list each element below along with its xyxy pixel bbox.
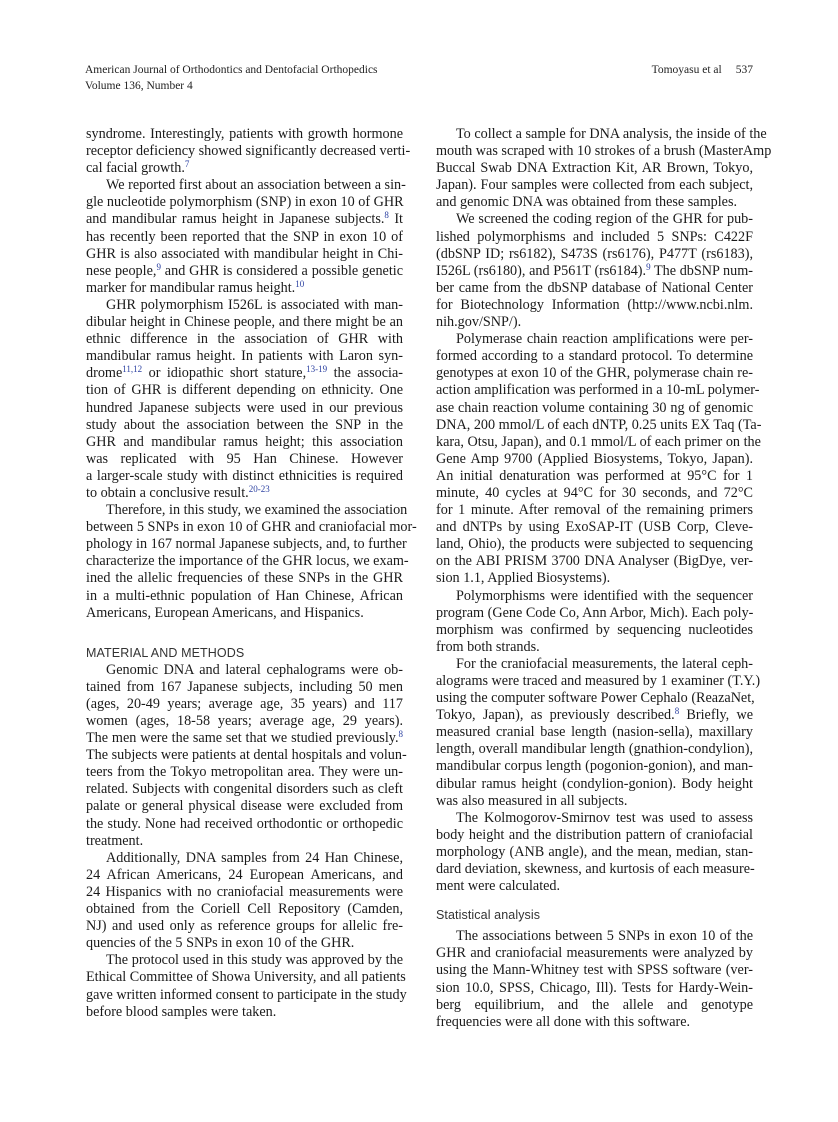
paragraph <box>436 126 772 211</box>
paragraph <box>436 331 762 587</box>
text-segment: The dbSNP num- <box>653 262 753 279</box>
text-line: and dNTPs by using ExoSAP-IT (USB Corp, Cleve- <box>436 519 753 536</box>
text-segment: It <box>394 211 403 228</box>
subsection-heading: Statistical analysis <box>436 908 541 923</box>
text-line: sion 1.1, Applied Biosystems). <box>436 570 611 587</box>
text-line: measured cranial base length (nasion-sella), maxillary <box>436 724 753 741</box>
text-line: related. Subjects with congenital disorders such as cleft <box>86 781 403 798</box>
text-line: GHR is also associated with mandibular height in Chi- <box>86 245 403 262</box>
text-line: For the craniofacial measurements, the lateral ceph- <box>456 655 753 672</box>
left-column <box>86 126 417 1021</box>
text-line: ase chain reaction volume containing 30 ng of genomic <box>436 399 753 416</box>
section-heading: MATERIAL AND METHODS <box>86 645 245 660</box>
text-line: Buccal Swab DNA Extraction Kit, AR Brown, Tokyo, <box>436 160 753 177</box>
text-line: hundred Japanese subjects were used in our previous <box>86 399 403 416</box>
text-line: mandibular ramus height. In patients with Laron syn- <box>86 348 403 365</box>
text-line: DNA, 200 mmol/L of each dNTP, 0.25 units EX Taq (Ta- <box>436 416 762 433</box>
citation-link[interactable]: 8 <box>384 210 389 221</box>
paragraph <box>86 661 407 850</box>
text-line: We screened the coding region of the GHR for pub- <box>456 211 753 228</box>
text-line: between 5 SNPs in exon 10 of GHR and craniofacial mor- <box>86 519 417 536</box>
text-line: minute, 40 cycles at 94°C for 30 seconds, and 72°C <box>436 484 753 501</box>
text-line: ment were calculated. <box>436 878 561 895</box>
text-line: ber came from the dbSNP database of National Center <box>436 279 753 296</box>
text-line: ethnic difference in the association of GHR with <box>86 331 403 348</box>
text-line: NJ) and used only as reference groups for allelic fre- <box>86 918 403 935</box>
url-link[interactable]: nih.gov/SNP/). <box>436 314 522 331</box>
paragraph <box>86 502 417 622</box>
text-line: quencies of the 5 SNPs in exon 10 of the GHR. <box>86 935 355 952</box>
paragraph <box>436 655 761 810</box>
text-line: and genomic DNA was obtained from these samples. <box>436 194 738 211</box>
text-line: morphology (ANB angle), and the mean, median, stan- <box>436 843 753 860</box>
text-line: in a multi-ethnic population of Han Chinese, African <box>86 587 403 604</box>
text-line: sion 10.0, SPSS, Chicago, Ill). Tests for Hardy-Wein- <box>436 979 753 996</box>
paragraph <box>86 177 406 297</box>
text-line: morphism was confirmed by sequencing nucleotides <box>436 621 753 638</box>
text-line: before blood samples were taken. <box>86 1003 277 1020</box>
text-segment: drome <box>86 365 123 382</box>
spacer <box>436 895 753 907</box>
paragraph <box>86 126 411 177</box>
text-line: women (ages, 18-58 years; average age, 29 years). <box>86 713 403 729</box>
text-line: study about the association between the SNP in the <box>86 416 403 433</box>
text-line: GHR and craniofacial measurements were analyzed by <box>436 945 753 962</box>
author-running-head: Tomoyasu et al <box>651 64 722 76</box>
text-line: using the computer software Power Cephalo (ReazaNet, <box>436 690 755 707</box>
paragraph <box>436 211 753 331</box>
running-header-left <box>85 62 378 94</box>
citation-link[interactable]: 11,12 <box>122 364 143 375</box>
text-line: was also measured in all subjects. <box>436 792 628 809</box>
citation-link[interactable]: 20-23 <box>248 483 270 494</box>
text-line: Therefore, in this study, we examined the association <box>106 502 408 519</box>
text-line: dard deviation, skewness, and kurtosis of each measure- <box>436 861 755 878</box>
text-line <box>86 485 403 502</box>
text-line: tion of GHR is different depending on ethnicity. One <box>86 382 403 399</box>
text-line: (ages, 20-49 years; average age, 35 years) and 117 <box>86 695 403 712</box>
citation-link[interactable]: 10 <box>295 278 305 289</box>
text-line: phology in 167 normal Japanese subjects, and, to further <box>86 536 407 553</box>
text-line: the study. None had received orthodontic or orthopedic <box>86 815 403 832</box>
text-line: The protocol used in this study was approved by the <box>106 952 403 969</box>
text-line: lished polymorphisms and included 5 SNPs: C422F <box>436 228 753 245</box>
paragraph <box>86 952 407 1020</box>
text-segment: cal facial growth. <box>86 160 185 177</box>
text-line <box>436 263 753 280</box>
text-line: gave written informed consent to participate in the study <box>86 986 407 1003</box>
text-line: 24 Hispanics with no craniofacial measurements were <box>86 883 403 900</box>
text-line: alograms were traced and measured by 1 examiner (T.Y.) <box>436 673 761 689</box>
text-line: length, overall mandibular length (gnathion-condylion), <box>436 741 753 758</box>
journal-title: American Journal of Orthodontics and Dentofacial Orthopedics <box>85 64 378 76</box>
text-line: (dbSNP ID; rs6182), S473S (rs6176), P477T (rs6183), <box>436 245 753 262</box>
page-number: 537 <box>735 64 753 76</box>
citation-link[interactable]: 9 <box>156 261 161 272</box>
text-line: using the Mann-Whitney test with SPSS software (ver- <box>436 962 753 979</box>
text-line: from both strands. <box>436 638 540 655</box>
text-segment: or idiopathic short stature, <box>148 365 307 382</box>
journal-volume: Volume 136, Number 4 <box>85 80 193 92</box>
text-line: ined the allelic frequencies of these SNPs in the GHR <box>86 570 403 587</box>
text-line: The associations between 5 SNPs in exon 10 of the <box>456 928 753 945</box>
text-line: genotypes at exon 10 of the GHR, polymerase chain re- <box>436 365 753 382</box>
spacer <box>86 622 403 645</box>
right-column <box>436 126 772 1031</box>
text-line: characterize the importance of the GHR locus, we exam- <box>86 553 409 570</box>
text-line: The subjects were patients at dental hospitals and volun- <box>86 747 407 764</box>
text-line <box>86 211 403 228</box>
text-line: syndrome. Interestingly, patients with growth hormone <box>86 126 403 142</box>
text-line: obtained from the Coriell Cell Repository (Camden, <box>86 901 403 918</box>
text-line: Americans, European Americans, and Hispanics. <box>86 604 364 621</box>
text-line: kara, Otsu, Japan), and 0.1 mmol/L of each primer on the <box>436 433 761 450</box>
text-line: dibular height in Chinese people, and there might be an <box>86 314 403 331</box>
text-segment: and GHR is considered a possible genetic <box>164 262 404 279</box>
text-line: land, Ohio), the products were subjected to sequencing <box>436 536 753 553</box>
text-line: 24 African Americans, 24 European Americans, and <box>86 866 403 883</box>
paragraph <box>86 850 403 953</box>
text-line: GHR and mandibular ramus height; this association <box>86 433 403 450</box>
paragraph <box>86 297 403 502</box>
citation-link[interactable]: 7 <box>184 159 190 170</box>
text-line: mandibular corpus length (pogonion-gonion), and man- <box>436 758 753 775</box>
text-line: on the ABI PRISM 3700 DNA Analyser (BigDye, ver- <box>436 553 753 570</box>
text-line: To collect a sample for DNA analysis, the inside of the <box>456 126 767 142</box>
text-line <box>86 263 403 280</box>
text-line: program (Gene Code Co, Ann Arbor, Mich). Each poly- <box>436 604 754 621</box>
text-line <box>436 707 753 724</box>
text-line: palate or general physical disease were excluded from <box>86 798 403 815</box>
text-segment: nese people, <box>86 262 157 279</box>
text-line: action amplification was performed in a 10-mL polymer- <box>436 382 760 399</box>
text-line: GHR polymorphism I526L is associated with man- <box>106 296 403 313</box>
text-segment: to obtain a conclusive result. <box>86 484 249 501</box>
paragraph <box>436 810 753 895</box>
text-line: Genomic DNA and lateral cephalograms were ob- <box>106 661 403 678</box>
text-line: frequencies were all done with this software. <box>436 1013 691 1030</box>
text-line: berg equilibrium, and the allele and genotype <box>436 996 753 1013</box>
text-line <box>86 280 403 297</box>
text-segment: Tokyo, Japan), as previously described. <box>436 707 675 724</box>
text-line: Polymerase chain reaction amplifications were per- <box>456 331 753 348</box>
text-line <box>86 730 403 747</box>
text-line: Additionally, DNA samples from 24 Han Chinese, <box>106 849 403 866</box>
citation-link[interactable]: 8 <box>674 706 680 717</box>
url-link[interactable]: for Biotechnology Information (http://www.ncbi.nlm. <box>436 296 753 313</box>
text-line: gle nucleotide polymorphism (SNP) in exon 10 of GHR <box>86 194 404 211</box>
text-line: has recently been reported that the SNP in exon 10 of <box>86 228 403 245</box>
text-line: An initial denaturation was performed at 95°C for 1 <box>436 467 753 484</box>
text-line: tained from 167 Japanese subjects, including 50 men <box>86 678 403 695</box>
text-segment: the associa- <box>333 365 404 382</box>
citation-link[interactable]: 13-19 <box>306 364 328 375</box>
text-segment: Briefly, we <box>686 707 753 724</box>
text-line: teers from the Tokyo metropolitan area. They were un- <box>86 764 403 781</box>
citation-link[interactable]: 9 <box>646 261 651 272</box>
text-line: a larger-scale study with distinct ethnicities is required <box>86 467 403 484</box>
text-segment: The men were the same set that we studied previously. <box>86 730 399 747</box>
text-line <box>86 365 403 382</box>
running-header-right <box>652 62 753 78</box>
text-segment: I526L (rs6180), and P561T (rs6184). <box>436 262 647 279</box>
text-line <box>86 160 403 177</box>
text-line: Ethical Committee of Showa University, and all patients <box>86 969 406 986</box>
text-line: receptor deficiency showed significantly decreased verti- <box>86 143 411 160</box>
text-line: mouth was scraped with 10 strokes of a brush (MasterAmp <box>436 143 772 160</box>
citation-link[interactable]: 8 <box>398 729 403 740</box>
text-line: Polymorphisms were identified with the sequencer <box>456 587 753 604</box>
text-line: dibular ramus height (condylion-gonion). Body height <box>436 775 753 792</box>
text-line: for 1 minute. After removal of the remaining primers <box>436 502 753 519</box>
text-line: The Kolmogorov-Smirnov test was used to assess <box>456 809 753 826</box>
text-line: body height and the distribution pattern of craniofacial <box>436 826 753 843</box>
text-line: was replicated with 95 Han Chinese. However <box>86 450 403 467</box>
paragraph <box>436 928 753 1031</box>
text-line: formed according to a standard protocol. To determine <box>436 348 753 365</box>
text-line: Gene Amp 9700 (Applied Biosystems, Tokyo, Japan). <box>436 450 753 467</box>
text-line: treatment. <box>86 832 144 849</box>
text-segment: marker for mandibular ramus height. <box>86 279 296 296</box>
text-line: Japan). Four samples were collected from each subject, <box>436 177 753 194</box>
text-segment: and mandibular ramus height in Japanese subjects. <box>86 211 385 228</box>
text-line: We reported first about an association between a sin- <box>106 177 406 194</box>
paragraph <box>436 588 753 656</box>
